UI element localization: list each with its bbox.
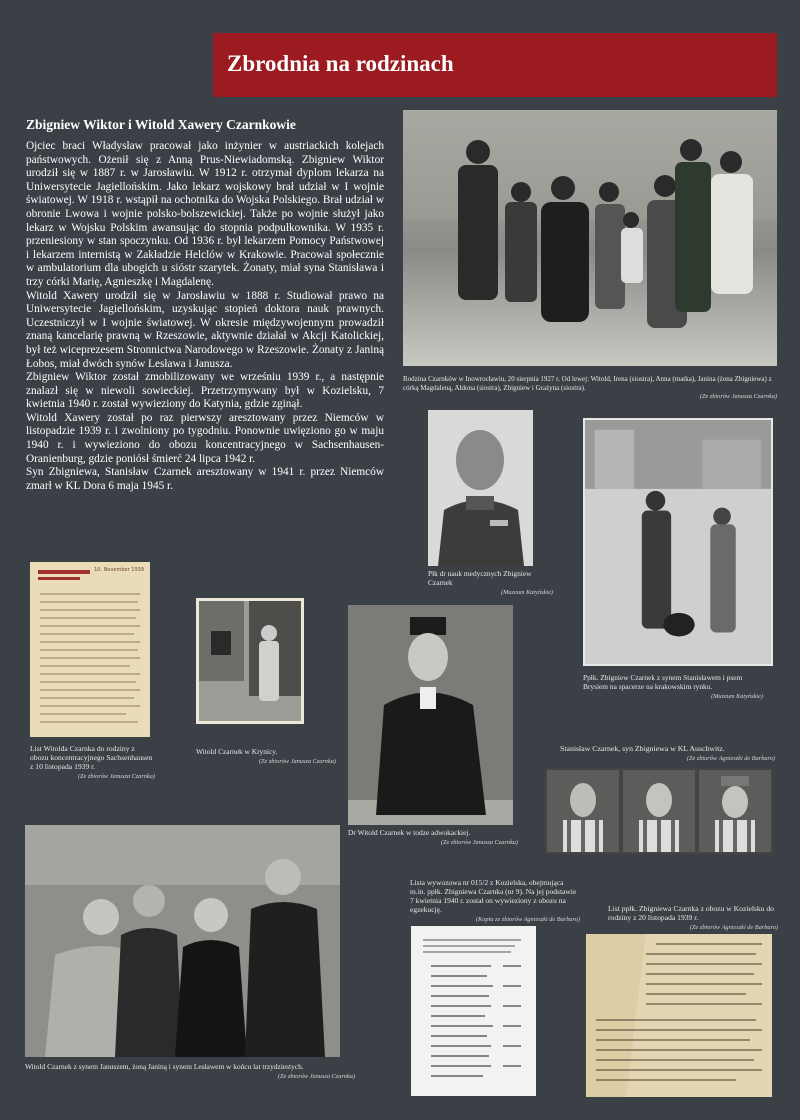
krynica-photo bbox=[196, 598, 304, 724]
caption-text: Ppłk. Zbigniew Czarnek z synem Stanisławem i psem Brysiem na spacerze na krakowskim rynku. bbox=[583, 673, 743, 691]
lawyer-caption bbox=[348, 828, 518, 847]
letter-witold-photo bbox=[30, 562, 150, 737]
family-photo bbox=[403, 110, 777, 366]
paragraph: Witold Xawery został po raz pierwszy aresztowany przez Niemców w listopadzie 1939 r. i zwolniony po tygodniu. Ponownie uwięziono go w maju 1940 r. i wywieziono do obozu koncentracyjnego w Sachsenhausen-Oranienburg, gdzie poniósł śmierć 24 lipca 1942 r. bbox=[26, 411, 384, 465]
lawyer-photo bbox=[348, 605, 513, 825]
caption-credit: (Muzeum Katyńskie) bbox=[501, 589, 553, 596]
caption-credit: (Ze zbiorów Agnieszki de Barbaro) bbox=[689, 924, 778, 931]
paragraph: Zbigniew Wiktor został zmobilizowany we wrześniu 1939 r., a następnie znalazł się w niewoli sowieckiej. Przetrzymywany był w Kozielsku, 7 kwietnia 1940 r. został wywieziony do Katynia, gdzie zginął. bbox=[26, 371, 384, 411]
paragraph: Syn Zbigniewa, Stanisław Czarnek aresztowany w 1941 r. przez Niemców zmarł w KL Dora 6 maja 1945 r. bbox=[26, 466, 384, 492]
page-title: Zbrodnia na rodzinach bbox=[227, 51, 454, 76]
auschwitz-caption bbox=[560, 744, 775, 763]
paragraph: Witold Xawery urodził się w Jarosławiu w 1888 r. Studiował prawo na Uniwersytecie Jagiellońskim, uzyskując stopień doktora nauk prawnych. Uczestniczył w I wojnie światowej. W okresie międzywojennym prowadził znaną kancelarię prawną w Rzeszowie, aktywnie działał w Akcji Katolickiej, był też wiceprezesem Stronnictwa Narodowego w Rzeszowie. Żonaty z Janiną Łobos, miał dwóch synów Lesława i Janusza. bbox=[26, 289, 384, 370]
caption-credit: (Ze zbiorów Janusza Czarnka) bbox=[258, 758, 336, 765]
body-text bbox=[26, 140, 384, 493]
caption-credit: (Ze zbiorów Janusza Czarnka) bbox=[277, 1073, 355, 1080]
caption-credit: (Ze zbiorów Janusza Czarnka) bbox=[440, 839, 518, 846]
portrait-caption bbox=[428, 569, 553, 597]
group-photo bbox=[25, 825, 340, 1057]
caption-text: Stanisław Czarnek, syn Zbigniewa w KL Auschwitz. bbox=[560, 744, 725, 753]
caption-text: Witold Czarnek w Krynicy. bbox=[196, 747, 278, 756]
title-banner bbox=[213, 33, 777, 97]
family-caption bbox=[403, 375, 777, 402]
transport-list-caption bbox=[410, 878, 580, 924]
caption-credit: (Ze zbiorów Janusza Czarnka) bbox=[699, 393, 777, 401]
krynica-caption bbox=[196, 747, 336, 766]
auschwitz-photo bbox=[545, 768, 773, 854]
section-heading: Zbigniew Wiktor i Witold Xawery Czarnkowie bbox=[26, 117, 296, 132]
caption-text: Rodzina Czarnków w Inowrocławiu, 20 sierpnia 1927 r. Od lewej: Witold, Irena (siostra), Anna (matka), Janina (żona Zbigniewa) z córką Magdaleną, Aldona (siostra), Zbigniew i Grażyna (siostra). bbox=[403, 375, 772, 392]
street-caption bbox=[583, 673, 763, 701]
letter-witold-caption bbox=[30, 744, 155, 781]
letter-zbigniew-caption bbox=[608, 904, 778, 932]
caption-text: Płk dr nauk medycznych Zbigniew Czarnek bbox=[428, 569, 532, 587]
caption-text: Witold Czarnek z synem Januszem, żoną Janiną i synem Lesławem w końcu lat trzydziestych. bbox=[25, 1062, 304, 1071]
caption-credit: (Muzeum Katyńskie) bbox=[711, 693, 763, 700]
caption-credit: (Kopia ze zbiorów Agnieszki de Barbaro) bbox=[475, 916, 580, 923]
caption-credit: (Ze zbiorów Janusza Czarnka) bbox=[77, 773, 155, 780]
transport-list-photo bbox=[411, 926, 536, 1096]
paragraph: Ojciec braci Władysław pracował jako inżynier w austriackich kolejach państwowych. Ożenił się z Anną Prus-Niewiadomską. Zbigniew Wiktor urodził się w 1887 r. w Jarosławiu. W 1912 r. otrzymał dyplom lekarza na Uniwersytecie Jagiellońskim. Jako lekarz wojskowy brał udział w I wojnie światowej. W 1918 r. wstąpił na ochotnika do Wojska Polskiego. Brał udział w obronie Lwowa i wojnie polsko-bolszewickiej. Także po wojnie służył jako lekarz w Wojsku Polskim awansując do stopnia podpułkownika. W 1935 r. przeniesiony w stan spoczynku. Od 1936 r. był lekarzem Pomocy Państwowej i lekarzem internistą w Zakładzie Helclów w Krakowie. Pracował społecznie w ambulatorium dla ubogich u sióstr szarytek. Żonaty, miał syna Stanisława i trzy córki Marię, Agnieszkę i Magdalenę. bbox=[26, 140, 384, 288]
caption-text: List Witolda Czarnka do rodziny z obozu koncentracyjnego Sachsenhausen z 10 listopada 1939 r. bbox=[30, 744, 153, 771]
portrait-photo bbox=[428, 410, 533, 566]
caption-text: Dr Witold Czarnek w todze adwokackiej. bbox=[348, 828, 471, 837]
caption-text: List ppłk. Zbigniewa Czarnka z obozu w Kozielsku do rodziny z 20 listopada 1939 r. bbox=[608, 904, 774, 922]
caption-text: Lista wywozowa nr 015/2 z Kozielska, obejmująca m.in. ppłk. Zbigniewa Czarnka (nr 9). Na jej podstawie 7 kwietnia 1940 r. został on wywieziony z obozu na egzekucję. bbox=[410, 878, 577, 914]
caption-credit: (Ze zbiorów Agnieszki de Barbaro) bbox=[686, 755, 775, 762]
group-caption bbox=[25, 1062, 355, 1081]
street-photo bbox=[583, 418, 773, 666]
letter-zbigniew-photo bbox=[586, 934, 772, 1097]
letter-date-note: 10. November 1939 bbox=[94, 567, 144, 573]
